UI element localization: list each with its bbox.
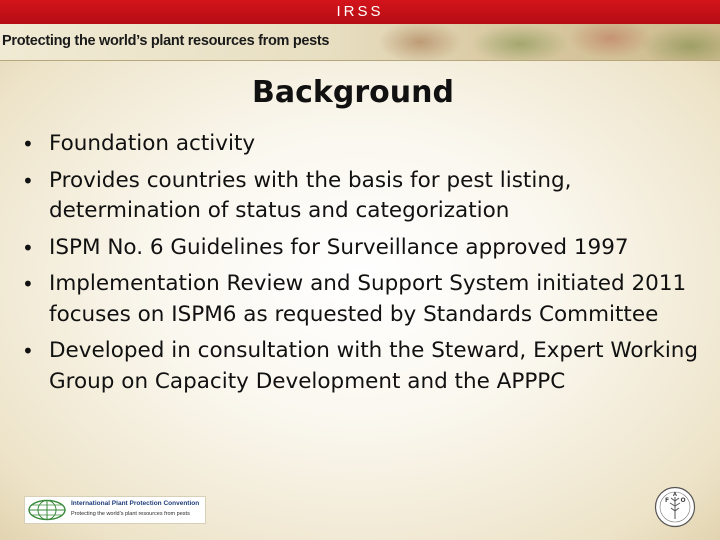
ippc-logo (24, 496, 206, 524)
svg-text:A: A (673, 492, 677, 498)
bullet-list (20, 129, 710, 403)
bullet-item (20, 166, 710, 227)
globe-icon (27, 499, 67, 521)
bullet-item (20, 129, 710, 160)
ippc-name: International Plant Protection Convention (71, 500, 200, 507)
bullet-item (20, 269, 710, 330)
header-banner (0, 24, 720, 61)
svg-text:O: O (680, 497, 686, 504)
slide-title: Background (252, 75, 454, 110)
org-acronym: IRSS (336, 3, 384, 20)
bullet-item (20, 233, 710, 264)
banner-tagline: Protecting the world’s plant resources from pests (2, 33, 330, 49)
bullet-text: Provides countries with the basis for pest listing, determination of status and categorization (49, 167, 572, 223)
fao-logo (654, 485, 696, 529)
bullet-icon: • (22, 235, 34, 260)
slide-content (0, 61, 720, 540)
bullet-text: Foundation activity (49, 131, 256, 156)
svg-text:F: F (665, 497, 670, 504)
ippc-tagline: Protecting the world’s plant resources from pests (71, 511, 190, 517)
bullet-text: Developed in consultation with the Steward, Expert Working Group on Capacity Development and the APPPC (49, 338, 699, 394)
bullet-icon: • (22, 132, 34, 156)
bullet-text: ISPM No. 6 Guidelines for Surveillance approved 1997 (49, 234, 629, 260)
bullet-icon: • (22, 168, 34, 193)
bullet-item (20, 336, 710, 397)
bullet-icon: • (22, 339, 34, 363)
bullet-icon: • (22, 272, 34, 296)
bullet-text: Implementation Review and Support System initiated 2011 focuses on ISPM6 as requested by Standards Committee (49, 271, 687, 327)
top-bar (0, 0, 720, 24)
